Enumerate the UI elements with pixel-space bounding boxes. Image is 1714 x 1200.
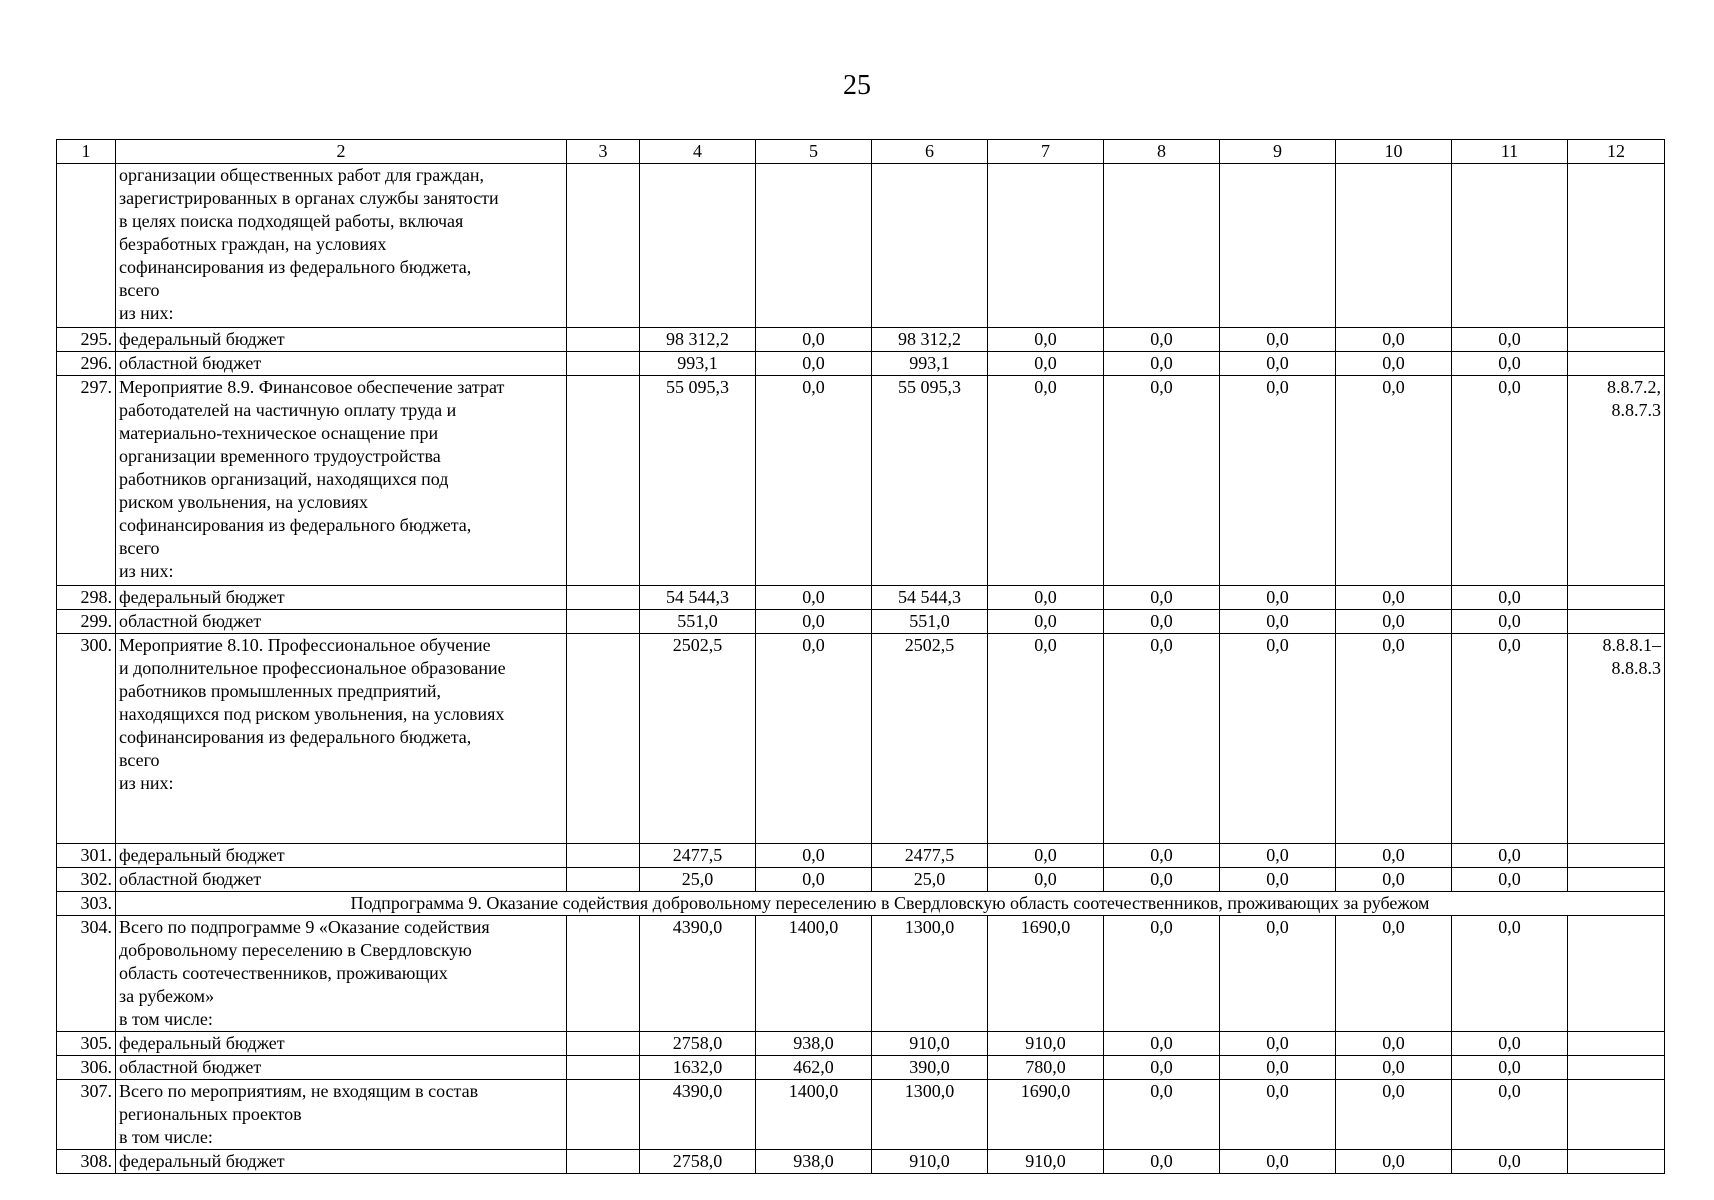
amount-cell: 938,0 [756, 1150, 872, 1174]
amount-cell: 0,0 [1452, 1150, 1568, 1174]
table-row [57, 328, 1665, 352]
amount-cell [1452, 164, 1568, 328]
amount-cell: 25,0 [640, 868, 756, 892]
row-name: Всего по подпрограмме 9 «Оказание содействия добровольному переселению в Свердловскую область соотечественников, проживающих за рубежом» в том числе: [116, 916, 567, 1032]
amount-cell: 0,0 [988, 352, 1104, 376]
amount-cell: 0,0 [756, 634, 872, 844]
amount-cell: 2502,5 [872, 634, 988, 844]
amount-cell: 0,0 [1104, 1150, 1220, 1174]
table-header-row [57, 140, 1665, 164]
table-row [57, 868, 1665, 892]
amount-cell: 1690,0 [988, 916, 1104, 1032]
column-header: 8 [1104, 140, 1220, 164]
amount-cell: 0,0 [1336, 1032, 1452, 1056]
amount-cell: 0,0 [988, 844, 1104, 868]
amount-cell: 0,0 [1220, 844, 1336, 868]
column-header: 5 [756, 140, 872, 164]
row-number: 304. [57, 916, 116, 1032]
table-row [57, 1032, 1665, 1056]
row-number: 298. [57, 586, 116, 610]
column-3-cell [567, 376, 640, 586]
table-row [57, 586, 1665, 610]
table-row [57, 844, 1665, 868]
amount-cell: 0,0 [1220, 868, 1336, 892]
amount-cell: 54 544,3 [872, 586, 988, 610]
amount-cell: 0,0 [1336, 1056, 1452, 1080]
row-number: 300. [57, 634, 116, 844]
amount-cell: 0,0 [756, 328, 872, 352]
amount-cell: 910,0 [872, 1150, 988, 1174]
row-number: 297. [57, 376, 116, 586]
amount-cell: 1300,0 [872, 916, 988, 1032]
table-row [57, 164, 1665, 328]
column-header: 12 [1568, 140, 1665, 164]
amount-cell: 0,0 [1220, 634, 1336, 844]
amount-cell: 98 312,2 [872, 328, 988, 352]
amount-cell: 0,0 [988, 328, 1104, 352]
amount-cell: 0,0 [1452, 868, 1568, 892]
row-name: организации общественных работ для граждан, зарегистрированных в органах службы занятости в целях поиска подходящей работы, включая безработных граждан, на условиях софинансирования из федерального бюджета, всего из них: [116, 164, 567, 328]
amount-cell: 0,0 [1220, 586, 1336, 610]
row-name: федеральный бюджет [116, 1150, 567, 1174]
row-name: федеральный бюджет [116, 844, 567, 868]
amount-cell: 0,0 [1104, 1032, 1220, 1056]
amount-cell: 910,0 [872, 1032, 988, 1056]
row-name: федеральный бюджет [116, 1032, 567, 1056]
amount-cell: 0,0 [988, 586, 1104, 610]
column-header: 6 [872, 140, 988, 164]
table-row [57, 892, 1665, 916]
amount-cell: 0,0 [1336, 1150, 1452, 1174]
row-number: 299. [57, 610, 116, 634]
amount-cell: 0,0 [1104, 610, 1220, 634]
amount-cell: 0,0 [1220, 1080, 1336, 1150]
amount-cell: 551,0 [872, 610, 988, 634]
column-3-cell [567, 586, 640, 610]
amount-cell [988, 164, 1104, 328]
column-header: 11 [1452, 140, 1568, 164]
amount-cell: 25,0 [872, 868, 988, 892]
amount-cell: 1300,0 [872, 1080, 988, 1150]
row-number: 302. [57, 868, 116, 892]
amount-cell: 0,0 [756, 844, 872, 868]
row-name: Всего по мероприятиям, не входящим в состав региональных проектов в том числе: [116, 1080, 567, 1150]
amount-cell [872, 164, 988, 328]
row-name: областной бюджет [116, 610, 567, 634]
row-name: федеральный бюджет [116, 586, 567, 610]
amount-cell: 0,0 [756, 610, 872, 634]
table-row [57, 1056, 1665, 1080]
amount-cell: 0,0 [1220, 352, 1336, 376]
row-name: Мероприятие 8.9. Финансовое обеспечение затрат работодателей на частичную оплату труда и материально-техническое оснащение при организации временного трудоустройства работников организаций, находящихся под риском увольнения, на условиях софинансирования из федерального бюджета, всего из них: [116, 376, 567, 586]
amount-cell: 0,0 [1452, 916, 1568, 1032]
amount-cell: 0,0 [1336, 844, 1452, 868]
amount-cell: 2477,5 [872, 844, 988, 868]
column-3-cell [567, 1056, 640, 1080]
amount-cell [1104, 164, 1220, 328]
amount-cell: 0,0 [1104, 634, 1220, 844]
amount-cell: 0,0 [1336, 610, 1452, 634]
target-code-cell: 8.8.8.1– 8.8.8.3 [1568, 634, 1665, 844]
amount-cell: 910,0 [988, 1032, 1104, 1056]
column-header: 9 [1220, 140, 1336, 164]
amount-cell: 0,0 [988, 634, 1104, 844]
amount-cell: 0,0 [1336, 376, 1452, 586]
amount-cell: 0,0 [1104, 1080, 1220, 1150]
column-3-cell [567, 1032, 640, 1056]
amount-cell: 2758,0 [640, 1032, 756, 1056]
amount-cell: 0,0 [1452, 1080, 1568, 1150]
amount-cell: 4390,0 [640, 1080, 756, 1150]
table-row [57, 1080, 1665, 1150]
row-name: федеральный бюджет [116, 328, 567, 352]
amount-cell: 0,0 [1104, 844, 1220, 868]
amount-cell: 0,0 [1336, 586, 1452, 610]
amount-cell: 0,0 [1220, 1150, 1336, 1174]
row-number: 305. [57, 1032, 116, 1056]
amount-cell: 2477,5 [640, 844, 756, 868]
table-body [57, 164, 1665, 1174]
amount-cell: 0,0 [1452, 376, 1568, 586]
amount-cell [640, 164, 756, 328]
amount-cell: 938,0 [756, 1032, 872, 1056]
target-code-cell [1568, 1032, 1665, 1056]
column-3-cell [567, 352, 640, 376]
column-3-cell [567, 610, 640, 634]
amount-cell: 2502,5 [640, 634, 756, 844]
amount-cell: 0,0 [1452, 328, 1568, 352]
table-row [57, 634, 1665, 844]
row-name: областной бюджет [116, 352, 567, 376]
amount-cell: 0,0 [1452, 844, 1568, 868]
amount-cell: 0,0 [1336, 916, 1452, 1032]
subprogram-title: Подпрограмма 9. Оказание содействия добровольному переселению в Свердловскую область соотечественников, проживающих за рубежом [116, 892, 1665, 916]
row-name: Мероприятие 8.10. Профессиональное обучение и дополнительное профессиональное образование работников промышленных предприятий, находящихся под риском увольнения, на условиях софинансирования из федерального бюджета, всего из них: [116, 634, 567, 844]
target-code-cell [1568, 164, 1665, 328]
amount-cell: 0,0 [1336, 1080, 1452, 1150]
amount-cell: 0,0 [1104, 352, 1220, 376]
column-3-cell [567, 328, 640, 352]
row-number: 307. [57, 1080, 116, 1150]
amount-cell: 1400,0 [756, 916, 872, 1032]
amount-cell: 0,0 [1104, 916, 1220, 1032]
amount-cell: 1400,0 [756, 1080, 872, 1150]
row-number: 306. [57, 1056, 116, 1080]
amount-cell: 0,0 [988, 376, 1104, 586]
target-code-cell [1568, 1080, 1665, 1150]
target-code-cell [1568, 328, 1665, 352]
target-code-cell [1568, 352, 1665, 376]
target-code-cell [1568, 868, 1665, 892]
amount-cell: 780,0 [988, 1056, 1104, 1080]
budget-table [56, 139, 1665, 1174]
table-row [57, 916, 1665, 1032]
amount-cell: 0,0 [988, 868, 1104, 892]
amount-cell: 0,0 [1452, 610, 1568, 634]
amount-cell: 0,0 [756, 352, 872, 376]
amount-cell: 0,0 [1452, 586, 1568, 610]
amount-cell: 98 312,2 [640, 328, 756, 352]
table-row [57, 610, 1665, 634]
amount-cell: 0,0 [1220, 328, 1336, 352]
amount-cell [1336, 164, 1452, 328]
amount-cell: 0,0 [1104, 868, 1220, 892]
amount-cell [756, 164, 872, 328]
column-3-cell [567, 634, 640, 844]
column-header: 7 [988, 140, 1104, 164]
amount-cell: 0,0 [1452, 1032, 1568, 1056]
amount-cell: 993,1 [872, 352, 988, 376]
amount-cell: 54 544,3 [640, 586, 756, 610]
amount-cell: 0,0 [1336, 868, 1452, 892]
amount-cell: 910,0 [988, 1150, 1104, 1174]
table-row [57, 352, 1665, 376]
row-name: областной бюджет [116, 1056, 567, 1080]
table-row [57, 376, 1665, 586]
amount-cell: 0,0 [1336, 634, 1452, 844]
column-header: 1 [57, 140, 116, 164]
target-code-cell: 8.8.7.2, 8.8.7.3 [1568, 376, 1665, 586]
amount-cell: 0,0 [756, 586, 872, 610]
amount-cell: 55 095,3 [640, 376, 756, 586]
amount-cell: 0,0 [756, 376, 872, 586]
row-number: 308. [57, 1150, 116, 1174]
column-3-cell [567, 164, 640, 328]
amount-cell: 462,0 [756, 1056, 872, 1080]
row-number: 295. [57, 328, 116, 352]
column-3-cell [567, 1150, 640, 1174]
amount-cell: 0,0 [1104, 328, 1220, 352]
amount-cell: 0,0 [1452, 1056, 1568, 1080]
target-code-cell [1568, 610, 1665, 634]
amount-cell: 0,0 [1104, 376, 1220, 586]
amount-cell: 993,1 [640, 352, 756, 376]
amount-cell: 0,0 [1336, 352, 1452, 376]
column-header: 4 [640, 140, 756, 164]
row-number: 301. [57, 844, 116, 868]
column-header: 3 [567, 140, 640, 164]
amount-cell: 0,0 [1104, 586, 1220, 610]
amount-cell: 1632,0 [640, 1056, 756, 1080]
column-3-cell [567, 868, 640, 892]
target-code-cell [1568, 916, 1665, 1032]
table-row [57, 1150, 1665, 1174]
row-number [57, 164, 116, 328]
amount-cell: 0,0 [1220, 916, 1336, 1032]
amount-cell: 0,0 [1220, 1056, 1336, 1080]
target-code-cell [1568, 586, 1665, 610]
target-code-cell [1568, 844, 1665, 868]
row-name: областной бюджет [116, 868, 567, 892]
amount-cell [1220, 164, 1336, 328]
amount-cell: 0,0 [1220, 376, 1336, 586]
amount-cell: 4390,0 [640, 916, 756, 1032]
amount-cell: 0,0 [1220, 1032, 1336, 1056]
page-number: 25 [843, 70, 871, 101]
amount-cell: 2758,0 [640, 1150, 756, 1174]
amount-cell: 0,0 [1336, 328, 1452, 352]
row-number: 296. [57, 352, 116, 376]
column-3-cell [567, 1080, 640, 1150]
column-header: 2 [116, 140, 567, 164]
amount-cell: 0,0 [988, 610, 1104, 634]
target-code-cell [1568, 1056, 1665, 1080]
amount-cell: 1690,0 [988, 1080, 1104, 1150]
column-header: 10 [1336, 140, 1452, 164]
amount-cell: 55 095,3 [872, 376, 988, 586]
amount-cell: 0,0 [756, 868, 872, 892]
amount-cell: 390,0 [872, 1056, 988, 1080]
amount-cell: 0,0 [1452, 634, 1568, 844]
amount-cell: 0,0 [1452, 352, 1568, 376]
column-3-cell [567, 916, 640, 1032]
amount-cell: 551,0 [640, 610, 756, 634]
amount-cell: 0,0 [1220, 610, 1336, 634]
target-code-cell [1568, 1150, 1665, 1174]
row-number: 303. [57, 892, 116, 916]
amount-cell: 0,0 [1104, 1056, 1220, 1080]
column-3-cell [567, 844, 640, 868]
